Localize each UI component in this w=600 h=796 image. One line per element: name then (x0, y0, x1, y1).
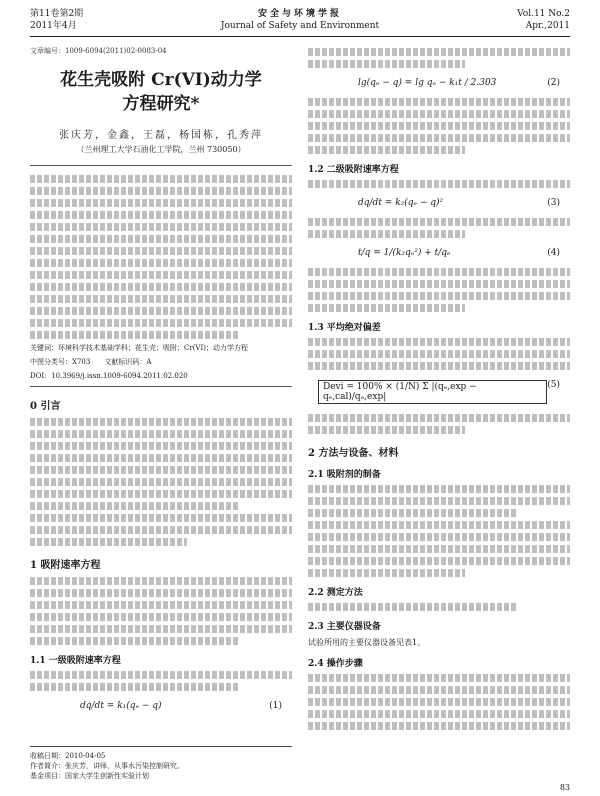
equation-2-formula: lg(qₑ − q) = lg qₑ − k₁t / 2.303 (358, 78, 497, 88)
equation-4 (308, 248, 570, 258)
article-title (30, 68, 292, 116)
subsection-1-3-heading: 1.3 平均绝对偏差 (308, 323, 381, 333)
title-line-2: 方程研究* (122, 94, 200, 114)
equation-5-formula: Devi = 100% × (1/N) Σ |(qₑ,exp − qₑ,cal)/qₑ,exp| (318, 380, 547, 404)
header-volume-issue-cn: 第11卷第2期 (30, 9, 84, 19)
header-journal-cn: 安全与环境学报 (257, 9, 342, 19)
equation-3 (308, 198, 570, 208)
equation-5-number: (5) (547, 380, 560, 390)
abstract-block (30, 165, 292, 387)
header-journal-en: Journal of Safety and Environment (220, 21, 380, 31)
footnote (30, 746, 292, 781)
header-center (30, 8, 570, 32)
header-date-cn: 2011年4月 (30, 21, 77, 31)
footnote-received: 收稿日期：2010-04-05 (30, 752, 106, 760)
equation-4-number: (4) (547, 248, 560, 258)
subsection-1-1-heading: 1.1 一级吸附速率方程 (30, 656, 121, 666)
footnote-fund: 基金项目：国家大学生创新性实验计划 (30, 772, 149, 780)
section-methods-heading: 2 方法与设备、材料 (308, 448, 399, 459)
equation-2 (308, 78, 570, 88)
title-line-1: 花生壳吸附 Cr(VI)动力学 (60, 70, 262, 90)
header-volume-issue-en: Vol.11 No.2 (517, 9, 570, 19)
doi: DOI：10.3969/j.issn.1009-6094.2011.02.020 (30, 372, 188, 380)
subsection-2-2-heading: 2.2 测定方法 (308, 588, 363, 598)
equation-3-number: (3) (547, 198, 560, 208)
subsection-2-3-heading: 2.3 主要仪器设备 (308, 622, 381, 632)
running-header (30, 6, 570, 37)
equation-4-formula: t/q = 1/(k₂qₑ²) + t/qₑ (358, 248, 451, 258)
equation-1-number: (1) (269, 701, 282, 711)
subsection-1-2-heading: 1.2 二级吸附速率方程 (308, 165, 399, 175)
header-date-en: Apr.,2011 (525, 21, 570, 31)
equation-3-formula: dq/dt = k₂(qₑ − q)² (358, 198, 444, 208)
subsection-2-4-heading: 2.4 操作步骤 (308, 659, 363, 669)
equation-5 (308, 380, 570, 404)
footnote-author: 作者简介：张庆芳，讲师，从事水污染控制研究。 (30, 762, 184, 770)
article-number: 文章编号：1009-6094(2011)02-0083-04 (30, 47, 167, 55)
header-right (517, 8, 570, 32)
subsection-2-1-heading: 2.1 吸附剂的制备 (308, 470, 381, 480)
equation-1 (30, 701, 292, 711)
affiliation: （兰州理工大学石油化工学院，兰州 730050） (76, 145, 246, 154)
left-column (30, 44, 292, 721)
classification: 中图分类号：X703 文献标识码：A (30, 358, 152, 366)
right-column (308, 44, 570, 734)
equation-2-number: (2) (547, 78, 560, 88)
subsection-2-3-text: 试验所用的主要仪器设备见表1。 (308, 638, 426, 647)
equation-1-formula: dq/dt = k₁(qₑ − q) (80, 701, 162, 711)
page-number: 83 (559, 783, 570, 792)
section-intro-heading: 0 引言 (30, 401, 61, 412)
section-kinetics-heading: 1 吸附速率方程 (30, 560, 101, 571)
keywords: 关键词：环境科学技术基础学科；花生壳；吸附；Cr(VI)；动力学方程 (30, 344, 248, 352)
authors: 张庆芳，金鑫，王磊，杨国栋，孔秀萍 (59, 130, 263, 141)
